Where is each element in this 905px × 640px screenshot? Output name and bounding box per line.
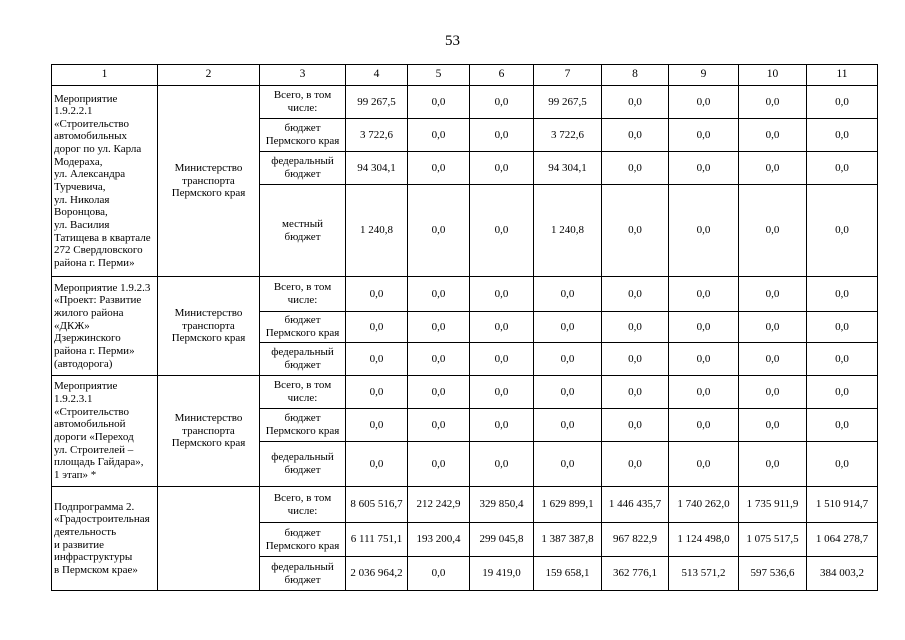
column-header: 1 <box>52 65 158 86</box>
value-cell: 329 850,4 <box>470 487 534 523</box>
value-cell: 0,0 <box>807 277 878 312</box>
funding-source-cell: бюджет Пермского края <box>260 409 346 442</box>
table-row <box>52 277 878 312</box>
column-header: 6 <box>470 65 534 86</box>
value-cell: 0,0 <box>739 119 807 152</box>
value-cell: 0,0 <box>669 312 739 343</box>
value-cell: 0,0 <box>346 442 408 487</box>
value-cell: 0,0 <box>408 152 470 185</box>
value-cell: 1 240,8 <box>346 185 408 277</box>
value-cell: 1 075 517,5 <box>739 523 807 557</box>
table-row <box>52 86 878 119</box>
column-header: 8 <box>602 65 669 86</box>
value-cell: 0,0 <box>408 312 470 343</box>
column-header: 9 <box>669 65 739 86</box>
value-cell: 0,0 <box>669 152 739 185</box>
value-cell: 299 045,8 <box>470 523 534 557</box>
value-cell: 6 111 751,1 <box>346 523 408 557</box>
funding-source-cell: местный бюджет <box>260 185 346 277</box>
value-cell: 1 510 914,7 <box>807 487 878 523</box>
value-cell: 0,0 <box>346 343 408 376</box>
value-cell: 0,0 <box>669 119 739 152</box>
funding-source-cell: Всего, в том числе: <box>260 487 346 523</box>
value-cell: 0,0 <box>807 312 878 343</box>
table-row <box>52 487 878 523</box>
value-cell: 1 064 278,7 <box>807 523 878 557</box>
value-cell: 0,0 <box>739 86 807 119</box>
value-cell: 0,0 <box>602 119 669 152</box>
value-cell: 1 124 498,0 <box>669 523 739 557</box>
value-cell: 1 446 435,7 <box>602 487 669 523</box>
value-cell: 0,0 <box>807 343 878 376</box>
value-cell: 0,0 <box>408 343 470 376</box>
funding-source-cell: федеральный бюджет <box>260 557 346 591</box>
column-header: 5 <box>408 65 470 86</box>
value-cell: 0,0 <box>739 376 807 409</box>
value-cell: 0,0 <box>470 119 534 152</box>
funding-source-cell: бюджет Пермского края <box>260 523 346 557</box>
value-cell: 0,0 <box>602 86 669 119</box>
value-cell: 0,0 <box>470 277 534 312</box>
value-cell: 0,0 <box>602 376 669 409</box>
responsible-org-cell: Министерство транспорта Пермского края <box>158 376 260 487</box>
value-cell: 94 304,1 <box>346 152 408 185</box>
event-name-cell: Мероприятие 1.9.2.3 «Проект: Развитие жилого района «ДКЖ» Дзержинского района г. Перми» (автодорога) <box>52 277 158 376</box>
value-cell: 0,0 <box>470 409 534 442</box>
value-cell: 0,0 <box>408 119 470 152</box>
value-cell: 0,0 <box>669 376 739 409</box>
value-cell: 0,0 <box>534 409 602 442</box>
value-cell: 0,0 <box>807 119 878 152</box>
value-cell: 0,0 <box>408 409 470 442</box>
value-cell: 3 722,6 <box>346 119 408 152</box>
header-row <box>52 65 878 86</box>
value-cell: 0,0 <box>807 442 878 487</box>
value-cell: 0,0 <box>807 152 878 185</box>
value-cell: 0,0 <box>346 409 408 442</box>
value-cell: 0,0 <box>669 185 739 277</box>
value-cell: 1 629 899,1 <box>534 487 602 523</box>
value-cell: 159 658,1 <box>534 557 602 591</box>
value-cell: 384 003,2 <box>807 557 878 591</box>
value-cell: 3 722,6 <box>534 119 602 152</box>
value-cell: 0,0 <box>534 442 602 487</box>
value-cell: 8 605 516,7 <box>346 487 408 523</box>
value-cell: 0,0 <box>669 343 739 376</box>
value-cell: 0,0 <box>739 312 807 343</box>
responsible-org-cell <box>158 487 260 591</box>
budget-table <box>51 64 878 591</box>
value-cell: 0,0 <box>602 343 669 376</box>
value-cell: 0,0 <box>470 312 534 343</box>
value-cell: 0,0 <box>807 185 878 277</box>
value-cell: 0,0 <box>534 312 602 343</box>
funding-source-cell: Всего, в том числе: <box>260 86 346 119</box>
value-cell: 0,0 <box>669 409 739 442</box>
table-row <box>52 376 878 409</box>
value-cell: 1 735 911,9 <box>739 487 807 523</box>
column-header: 10 <box>739 65 807 86</box>
value-cell: 94 304,1 <box>534 152 602 185</box>
value-cell: 0,0 <box>807 409 878 442</box>
value-cell: 513 571,2 <box>669 557 739 591</box>
value-cell: 0,0 <box>602 185 669 277</box>
funding-source-cell: федеральный бюджет <box>260 442 346 487</box>
column-header: 4 <box>346 65 408 86</box>
value-cell: 0,0 <box>669 86 739 119</box>
value-cell: 0,0 <box>470 442 534 487</box>
column-header: 11 <box>807 65 878 86</box>
value-cell: 0,0 <box>534 376 602 409</box>
value-cell: 0,0 <box>470 185 534 277</box>
value-cell: 0,0 <box>470 376 534 409</box>
value-cell: 0,0 <box>602 442 669 487</box>
value-cell: 1 387 387,8 <box>534 523 602 557</box>
value-cell: 0,0 <box>408 376 470 409</box>
value-cell: 0,0 <box>470 86 534 119</box>
column-header: 2 <box>158 65 260 86</box>
responsible-org-cell: Министерство транспорта Пермского края <box>158 277 260 376</box>
funding-source-cell: Всего, в том числе: <box>260 277 346 312</box>
value-cell: 19 419,0 <box>470 557 534 591</box>
column-header: 7 <box>534 65 602 86</box>
value-cell: 0,0 <box>602 409 669 442</box>
value-cell: 0,0 <box>807 86 878 119</box>
value-cell: 362 776,1 <box>602 557 669 591</box>
value-cell: 1 240,8 <box>534 185 602 277</box>
value-cell: 0,0 <box>739 409 807 442</box>
event-name-cell: Мероприятие 1.9.2.2.1 «Строительство автомобильных дорог по ул. Карла Модераха, ул. Александра Турчевича, ул. Николая Воронцова, ул. Василия Татищева в квартале 272 Свердловского района г. Перми» <box>52 86 158 277</box>
value-cell: 0,0 <box>739 343 807 376</box>
value-cell: 0,0 <box>669 442 739 487</box>
value-cell: 0,0 <box>346 277 408 312</box>
value-cell: 0,0 <box>669 277 739 312</box>
value-cell: 99 267,5 <box>346 86 408 119</box>
value-cell: 0,0 <box>807 376 878 409</box>
value-cell: 193 200,4 <box>408 523 470 557</box>
value-cell: 0,0 <box>739 152 807 185</box>
value-cell: 0,0 <box>739 442 807 487</box>
funding-source-cell: федеральный бюджет <box>260 152 346 185</box>
value-cell: 597 536,6 <box>739 557 807 591</box>
value-cell: 0,0 <box>346 376 408 409</box>
event-name-cell: Мероприятие 1.9.2.3.1 «Строительство автомобильной дороги «Переход ул. Строителей – площадь Гайдара», 1 этап» * <box>52 376 158 487</box>
value-cell: 0,0 <box>602 312 669 343</box>
value-cell: 0,0 <box>602 152 669 185</box>
responsible-org-cell: Министерство транспорта Пермского края <box>158 86 260 277</box>
value-cell: 0,0 <box>346 312 408 343</box>
event-name-cell: Подпрограмма 2. «Градостроительная деятельность и развитие инфраструктуры в Пермском крае» <box>52 487 158 591</box>
value-cell: 0,0 <box>534 343 602 376</box>
page-number: 53 <box>445 33 460 49</box>
value-cell: 0,0 <box>408 277 470 312</box>
funding-source-cell: бюджет Пермского края <box>260 119 346 152</box>
value-cell: 0,0 <box>470 343 534 376</box>
value-cell: 99 267,5 <box>534 86 602 119</box>
funding-source-cell: бюджет Пермского края <box>260 312 346 343</box>
value-cell: 0,0 <box>408 557 470 591</box>
value-cell: 0,0 <box>408 86 470 119</box>
value-cell: 0,0 <box>470 152 534 185</box>
column-header: 3 <box>260 65 346 86</box>
value-cell: 1 740 262,0 <box>669 487 739 523</box>
value-cell: 0,0 <box>739 185 807 277</box>
value-cell: 212 242,9 <box>408 487 470 523</box>
funding-source-cell: федеральный бюджет <box>260 343 346 376</box>
value-cell: 967 822,9 <box>602 523 669 557</box>
funding-source-cell: Всего, в том числе: <box>260 376 346 409</box>
value-cell: 0,0 <box>408 185 470 277</box>
value-cell: 0,0 <box>408 442 470 487</box>
value-cell: 0,0 <box>534 277 602 312</box>
value-cell: 0,0 <box>602 277 669 312</box>
value-cell: 0,0 <box>739 277 807 312</box>
value-cell: 2 036 964,2 <box>346 557 408 591</box>
